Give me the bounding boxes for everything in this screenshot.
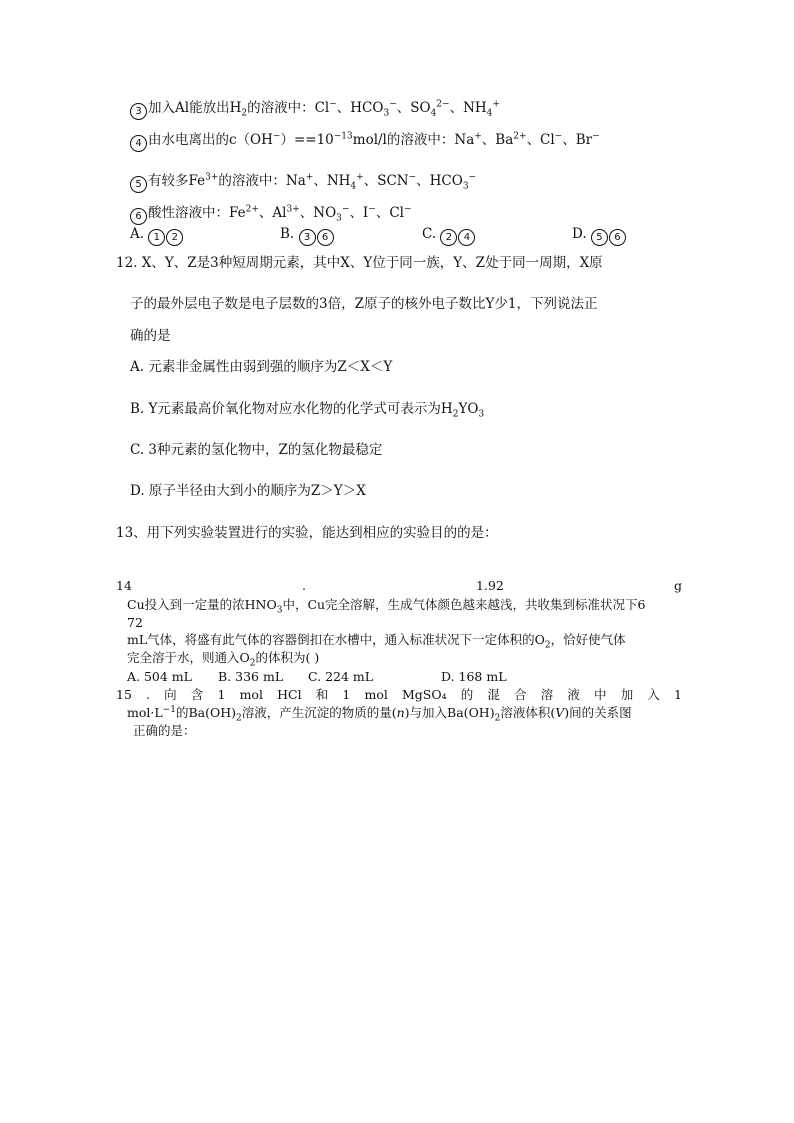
q15-word: 加 (620, 687, 634, 702)
circled-number: 5 (591, 229, 608, 246)
q15-word: 中 (594, 687, 607, 702)
q15-word: 混 (487, 687, 500, 702)
q11-option-d: D. 5 6 (572, 225, 627, 246)
q15-line-3: 正确的是： (133, 723, 196, 738)
q15-word: mol (239, 687, 263, 702)
q14-option-d: D. 168 mL (441, 669, 507, 684)
q15-word: 溶 (540, 687, 554, 702)
circled-number-3: 3 (130, 103, 147, 120)
q12-stem-line-2: 子的最外层电子数是电子层数的3倍，Z原子的核外电子数比Y少1，下列说法正 (130, 296, 598, 312)
q14-line-1: 14 . 1.92 g (116, 578, 682, 593)
q15-word: 含 (190, 687, 204, 702)
q15-word: 1 (342, 687, 351, 702)
q11-option-a: A. 1 2 (130, 225, 184, 246)
q15-word: 15 (116, 687, 132, 702)
q14-option-a: A. 504 mL (127, 669, 192, 684)
circled-number: 2 (440, 229, 457, 246)
item-6: 6 酸性溶液中：$Fe^{2+}$、$Al^{3+}$、$NO_3^-$、I−、Cl− (130, 204, 412, 225)
q15-word: 的 (460, 687, 474, 702)
circled-number-5: 5 (130, 176, 147, 193)
q15-word: HCl (277, 687, 302, 702)
item-4: 4 由水电离出的$c(OH^-)==10^{-13}mol/l$的溶液中：Na+、$Ba^{2+}$、Cl−、Br− (130, 131, 600, 152)
q15-word: 合 (514, 687, 527, 702)
q12-option-d: D. 原子半径由大到小的顺序为Z＞Y＞X (130, 483, 366, 499)
q14-line-3: 72 (127, 615, 143, 630)
circled-number: 1 (148, 229, 165, 246)
q15-word: . (146, 687, 151, 702)
q12-option-b: B. Y元素最高价氧化物对应水化物的化学式可表示为$H_2YO_3$ (130, 401, 485, 420)
q15-word: 1 (674, 687, 682, 702)
circled-number: 3 (299, 229, 316, 246)
q15-word: mol (364, 687, 388, 702)
q14-line-5: 完全溶于水，则通入$O_2$的体积为( ) (127, 650, 320, 669)
circled-number-6: 6 (130, 208, 147, 225)
q14-line-2: Cu投入到一定量的浓$HNO_3$中，Cu完全溶解，生成气体颜色越来越浅，共收集到标准状况下6 (127, 597, 646, 616)
q15-word: 和 (315, 687, 329, 702)
item-3: 3 加入Al能放出$H_2$的溶液中：Cl−、$HCO_3^-$、$SO_4^{2-}$、$NH_4^+$ (130, 99, 500, 120)
q14-option-c: C. 224 mL (308, 669, 374, 684)
q14-option-b: B. 336 mL (218, 669, 284, 684)
item-5: 5 有较多$Fe^{3+}$的溶液中：Na+、$NH_4^+$、SCN−、$HCO_3^-$ (130, 172, 476, 193)
q12-option-a: A. 元素非金属性由弱到强的顺序为Z＜X＜Y (130, 359, 393, 375)
circled-number-4: 4 (130, 135, 147, 152)
q15-word: MgSO₄ (402, 687, 447, 702)
circled-number: 4 (458, 229, 475, 246)
q12-stem-line-3: 确的是 (130, 328, 171, 344)
q12-option-c: C. 3种元素的氢化物中，Z的氢化物最稳定 (130, 442, 383, 458)
q14-line-4: mL气体，将盛有此气体的容器倒扣在水槽中，通入标准状况下一定体积的$O_2$，恰好使气体 (127, 632, 626, 651)
q15-word: 液 (567, 687, 580, 702)
q15-word: 入 (647, 687, 660, 702)
circled-number: 6 (317, 229, 334, 246)
q15-word: 1 (217, 687, 226, 702)
q15-line-1 (116, 686, 682, 704)
q15-word: 向 (164, 687, 177, 702)
q13-stem: 13、用下列实验装置进行的实验，能达到相应的实验目的的是： (116, 525, 498, 541)
q12-stem-line-1: 12. X、Y、Z是3种短周期元素，其中X、Y位于同一族，Y、Z处于同一周期，X原 (116, 255, 603, 271)
q15-line-2: $mol\cdot L^{-1}$的$Ba(OH)_2$溶液，产生沉淀的物质的量(n)与加入$Ba(OH)_2$溶液体积(V)间的关系图 (127, 704, 632, 724)
q11-option-b: B. 3 6 (280, 225, 335, 246)
circled-number: 2 (166, 229, 183, 246)
q11-option-c: C. 2 4 (422, 225, 476, 246)
circled-number: 6 (609, 229, 626, 246)
